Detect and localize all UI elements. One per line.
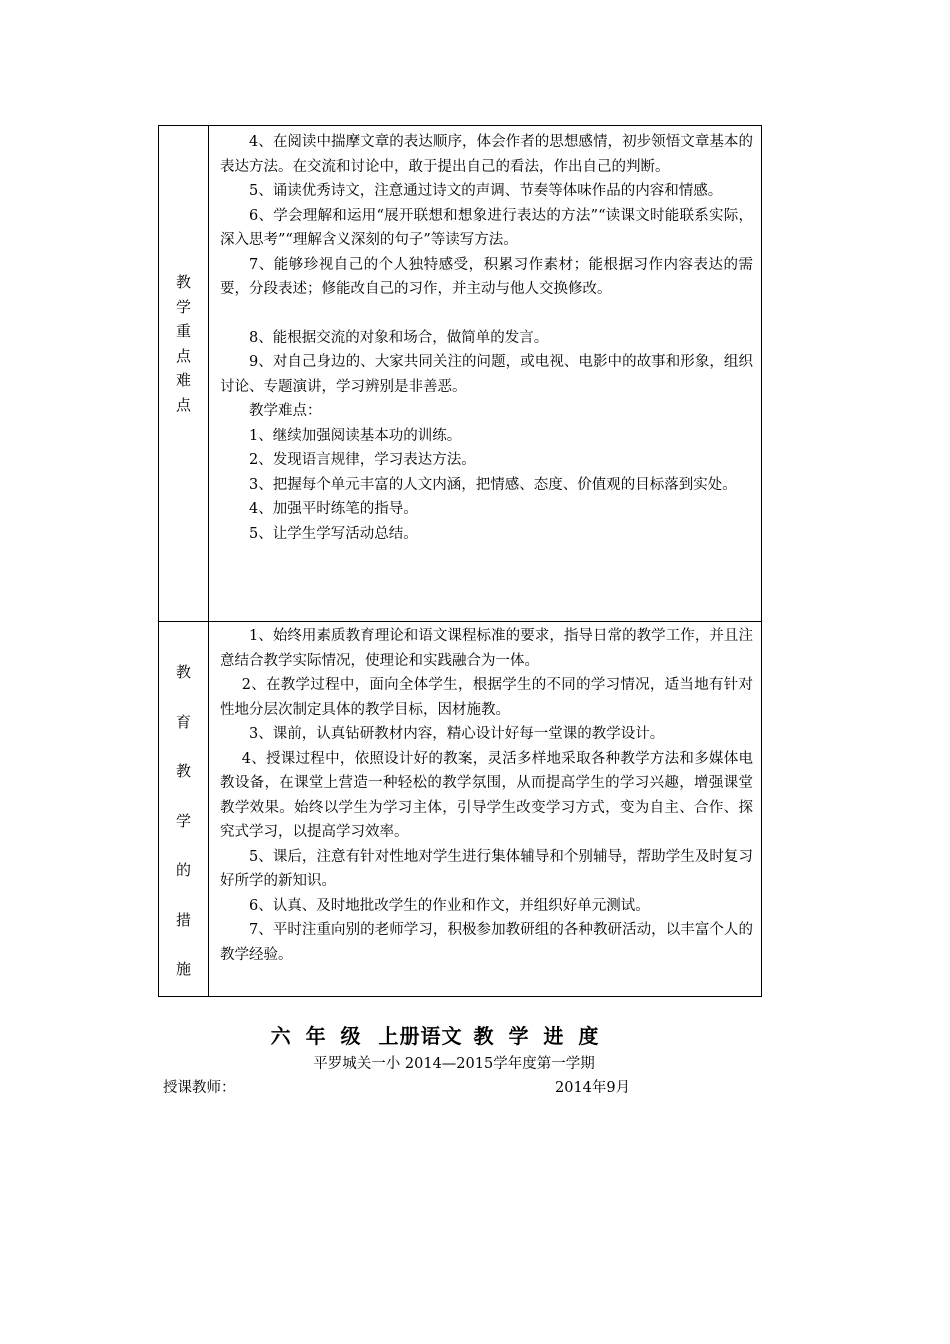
title-part: 教 xyxy=(473,1024,495,1048)
label-char: 教 xyxy=(175,762,191,780)
plan-table xyxy=(158,125,762,997)
label-char: 的 xyxy=(175,861,191,879)
paragraph: 6、学会理解和运用“展开联想和想象进行表达的方法”“读课文时能联系实际，深入思考”“理解含义深刻的句子”等读写方法。 xyxy=(220,207,753,248)
label-char: 育 xyxy=(175,712,191,731)
paragraph: 6、认真、及时地批改学生的作业和作文，并组织好单元测试。 xyxy=(249,897,650,914)
label-char: 重 xyxy=(175,322,191,340)
row-label-key-points xyxy=(159,126,209,622)
key-points-content xyxy=(209,126,762,622)
paragraph: 9、对自己身边的、大家共同关注的问题，或电视、电影中的故事和形象，组织讨论、专题演讲，学习辨别是非善恶。 xyxy=(220,354,753,395)
title-part: 度 xyxy=(578,1024,600,1048)
paragraph: 5、课后，注意有针对性地对学生进行集体辅导和个别辅导，帮助学生及时复习好所学的新知识。 xyxy=(220,848,753,889)
measures-content xyxy=(209,622,762,997)
label-char: 教 xyxy=(175,273,191,291)
paragraph: 2、在教学过程中，面向全体学生，根据学生的不同的学习情况，适当地有针对性地分层次制定具体的教学目标，因材施教。 xyxy=(220,677,753,718)
paragraph: 8、能根据交流的对象和场合，做简单的发言。 xyxy=(249,329,549,346)
title-part: 学 xyxy=(508,1024,530,1048)
label-char: 点 xyxy=(175,395,191,414)
paragraph: 4、授课过程中，依照设计好的教案，灵活多样地采取各种教学方法和多媒体电教设备，在课堂上营造一种轻松的教学氛围，从而提高学生的学习兴趣，增强课堂教学效果。始终以学生为学习主体，引导学生改变学习方式，变为自主、合作、探究式学习，以提高学习效率。 xyxy=(220,750,753,840)
paragraph: 4、加强平时练笔的指导。 xyxy=(249,501,418,517)
paragraph: 7、能够珍视自己的个人独特感受，积累习作素材；能根据习作内容表达的需要，分段表述；修能改自己的习作，并主动与他人交换修改。 xyxy=(220,256,753,297)
paragraph: 4、在阅读中揣摩文章的表达顺序，体会作者的思想感情，初步领悟文章基本的表达方法。在交流和讨论中，敢于提出自己的看法，作出自己的判断。 xyxy=(220,134,753,175)
paragraph: 1、继续加强阅读基本功的训练。 xyxy=(249,427,462,444)
schedule-date: 2014年9月 xyxy=(555,1080,631,1096)
paragraph: 1、始终用素质教育理论和语文课程标准的要求，指导日常的教学工作，并且注意结合教学实际情况，使理论和实践融合为一体。 xyxy=(220,628,753,669)
label-char: 难 xyxy=(175,371,191,389)
schedule-subtitle: 平罗城关一小 2014—2015学年度第一学期 xyxy=(313,1056,595,1072)
title-part: 年 xyxy=(305,1024,327,1048)
paragraph: 2、发现语言规律，学习表达方法。 xyxy=(249,452,476,468)
title-part: 六 xyxy=(270,1024,292,1048)
label-char: 措 xyxy=(175,910,191,929)
label-char: 施 xyxy=(175,960,191,978)
title-part: 级 xyxy=(340,1024,362,1048)
paragraph: 3、把握每个单元丰富的人文内涵，把情感、态度、价值观的目标落到实处。 xyxy=(249,476,737,493)
paragraph: 5、让学生学写活动总结。 xyxy=(249,525,418,542)
label-char: 学 xyxy=(175,297,191,316)
label-char: 教 xyxy=(175,663,191,681)
paragraph: 3、课前，认真钻研教材内容，精心设计好每一堂课的教学设计。 xyxy=(249,726,665,742)
label-char: 点 xyxy=(175,346,191,365)
difficulty-heading: 教学难点： xyxy=(249,403,322,419)
paragraph: 7、平时注重向别的老师学习，积极参加教研组的各种教研活动，以丰富个人的教学经验。 xyxy=(220,922,753,963)
label-char: 学 xyxy=(175,811,191,830)
paragraph: 5、诵读优秀诗文，注意通过诗文的声调、节奏等体味作品的内容和情感。 xyxy=(249,183,723,199)
teacher-label: 授课教师： xyxy=(163,1080,236,1096)
title-part: 进 xyxy=(543,1024,565,1048)
title-part: 上册语文 xyxy=(378,1024,463,1048)
table-row-key-difficult-points xyxy=(159,126,762,622)
row-label-measures xyxy=(159,622,209,997)
schedule-title xyxy=(0,1020,870,1049)
table-row-teaching-measures xyxy=(159,622,762,997)
